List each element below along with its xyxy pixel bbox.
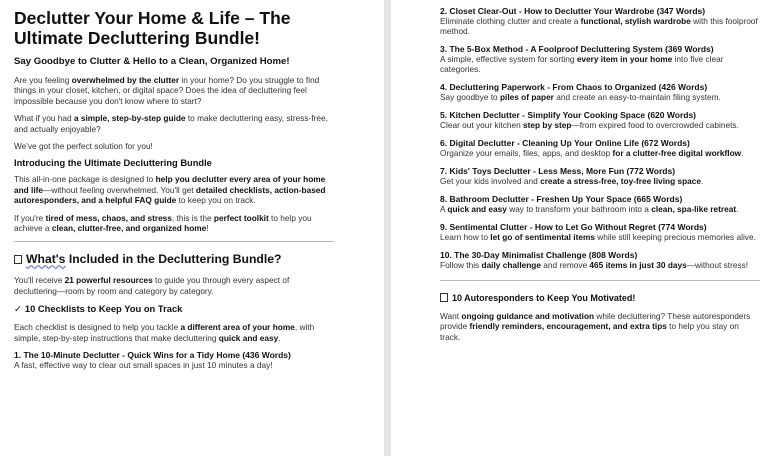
checklist-item-title: 1. The 10-Minute Declutter - Quick Wins for a Tidy Home (436 Words) [14, 350, 291, 361]
checklist-item-4 [440, 82, 758, 102]
section-divider [14, 241, 334, 242]
checkmark-icon: ✓ [14, 303, 22, 315]
document-title: Declutter Your Home & Life – The Ultimate Decluttering Bundle! [14, 8, 291, 48]
checklist-item-title: 3. The 5-Box Method - A Foolproof Decluttering System (369 Words) [440, 44, 714, 54]
subtitle: Say Goodbye to Clutter & Hello to a Clean, Organized Home! [14, 56, 290, 67]
checklist-item-10 [440, 250, 758, 270]
checklist-item-9 [440, 222, 758, 242]
intro-what-paragraph: What if you had a simple, step-by-step guide to make decluttering easy, stress-free, and actually enjoyable? [14, 113, 328, 134]
checklist-item-description: Follow this daily challenge and remove 465 items in just 30 days—without stress! [440, 260, 749, 270]
checklist-item-description: Organize your emails, files, apps, and desktop for a clutter-free digital workflow. [440, 148, 744, 158]
checklist-item-description: A fast, effective way to clear out small spaces in just 10 minutes a day! [14, 360, 273, 371]
checklist-item-title: 2. Closet Clear-Out - How to Declutter Your Wardrobe (347 Words) [440, 6, 706, 16]
checklist-item-description: A simple, effective system for sorting every item in your home into five clear categories. [440, 54, 724, 74]
checklist-item-8 [440, 194, 758, 214]
included-body-paragraph: You'll receive 21 powerful resources to guide you through every aspect of decluttering—room by room and category by category. [14, 275, 290, 296]
intro-question-paragraph: Are you feeling overwhelmed by the clutter in your home? Do you struggle to find things in your closet, kitchen, or digital space? Does the idea of decluttering feel impossible because you don't know where to start? [14, 75, 320, 106]
document-page-right [391, 0, 768, 456]
checklist-item-title: 7. Kids' Toys Declutter - Less Mess, More Fun (772 Words) [440, 166, 676, 176]
section-divider [440, 280, 760, 281]
intro-solution-paragraph: We've got the perfect solution for you! [14, 141, 153, 152]
checklists-body-paragraph: Each checklist is designed to help you tackle a different area of your home, with simple, step-by-step instructions that make decluttering quick and easy. [14, 322, 315, 343]
autoresponders-body-paragraph: Want ongoing guidance and motivation while decluttering? These autoresponders provide friendly reminders, encouragement, and extra tips to help you stay on track. [440, 311, 751, 342]
checklist-item-7 [440, 166, 758, 186]
checklist-item-1 [14, 350, 332, 370]
checklist-item-6 [440, 138, 758, 158]
checklist-items-list [440, 6, 758, 270]
checklist-item-title: 6. Digital Declutter - Cleaning Up Your Online Life (672 Words) [440, 138, 690, 148]
checklist-item-description: Learn how to let go of sentimental items while still keeping precious memories alive. [440, 232, 756, 242]
intro-heading: Introducing the Ultimate Decluttering Bundle [14, 158, 212, 169]
checklist-item-title: 8. Bathroom Declutter - Freshen Up Your Space (665 Words) [440, 194, 683, 204]
checklist-item-title: 10. The 30-Day Minimalist Challenge (808 Words) [440, 250, 638, 260]
checklist-item-title: 9. Sentimental Clutter - How to Let Go Without Regret (774 Words) [440, 222, 707, 232]
checklist-item-description: Eliminate clothing clutter and create a functional, stylish wardrobe with this foolproof method. [440, 16, 758, 36]
checklist-item-description: A quick and easy way to transform your bathroom into a clean, spa-like retreat. [440, 204, 739, 214]
autoresponders-heading: 10 Autoresponders to Keep You Motivated! [440, 293, 758, 303]
checklist-item-title: 4. Decluttering Paperwork - From Chaos to Organized (426 Words) [440, 82, 708, 92]
checklists-heading: ✓ 10 Checklists to Keep You on Track [14, 303, 183, 315]
box-icon [14, 255, 22, 264]
intro-body-paragraph: This all-in-one package is designed to help you declutter every area of your home and life—without feeling overwhelmed. You'll get detailed checklists, action-based autoresponders, and a helpful FAQ guide to keep you on track. [14, 174, 326, 206]
checklist-item-description: Say goodbye to piles of paper and create an easy-to-maintain filing system. [440, 92, 721, 102]
box-icon [440, 293, 448, 302]
intro-tired-paragraph: If you're tired of mess, chaos, and stress, this is the perfect toolkit to help you achieve a clean, clutter-free, and organized home! [14, 212, 312, 234]
included-heading: What's Included in the Decluttering Bundle? [14, 252, 332, 267]
checklist-item-description: Clear out your kitchen step by step—from expired food to overcrowded cabinets. [440, 120, 739, 130]
checklist-item-2 [440, 6, 758, 36]
spellcheck-word: What's [26, 252, 66, 267]
checklist-item-title: 5. Kitchen Declutter - Simplify Your Cooking Space (620 Words) [440, 110, 696, 120]
checklist-item-description: Get your kids involved and create a stress-free, toy-free living space. [440, 176, 704, 186]
checklist-item-5 [440, 110, 758, 130]
checklist-item-3 [440, 44, 758, 74]
